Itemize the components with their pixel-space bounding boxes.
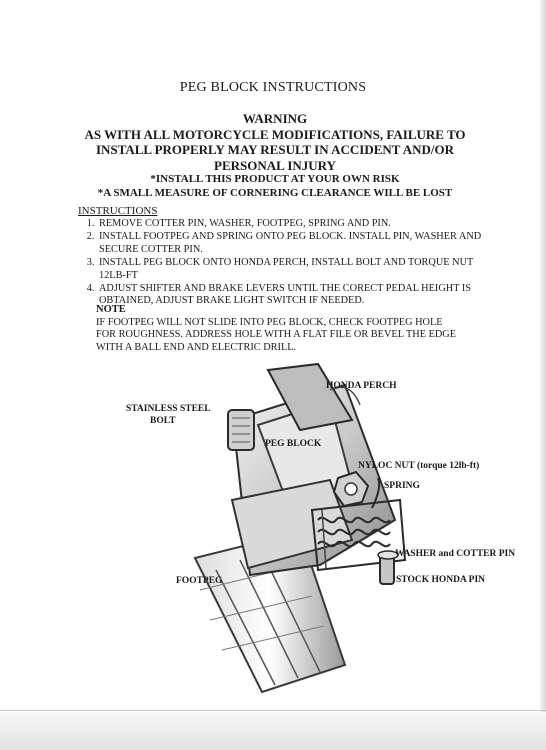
note-text: IF FOOTPEG WILL NOT SLIDE INTO PEG BLOCK, CHECK FOOTPEG HOLE FOR ROUGHNESS. ADDRESS HOLE WITH A FLAT FILE OR BEVEL THE EDGE WITH A BALL END AND ELECTRIC DRILL. (96, 317, 457, 353)
warning-heading: WARNING (242, 111, 308, 126)
note-heading: NOTE (96, 304, 126, 315)
instructions-heading: INSTRUCTIONS (78, 205, 158, 217)
peg-block-photo (0, 360, 546, 710)
peg-block-diagram (0, 360, 546, 710)
label-nyloc-nut: NYLOC NUT (torque 12lb-ft) (358, 461, 480, 471)
label-peg-block: PEG BLOCK (265, 439, 322, 449)
stainless-bolt-part (228, 410, 254, 450)
instruction-step: 4. ADJUST SHIFTER AND BRAKE LEVERS UNTIL THE CORECT PEDAL HEIGHT IS OBTAINED, ADJUST BRAKE LIGHT SWITCH IF NEEDED. (97, 283, 487, 308)
paper-edge-bottom (0, 712, 546, 750)
instruction-step: 2. INSTALL FOOTPEG AND SPRING ONTO PEG BLOCK. INSTALL PIN, WASHER AND SECURE COTTER PIN. (97, 231, 487, 256)
instruction-step: 3. INSTALL PEG BLOCK ONTO HONDA PERCH, INSTALL BOLT AND TORQUE NUT 12LB-FT (97, 257, 487, 282)
label-footpeg: FOOTPEG (176, 576, 223, 586)
document-title: PEG BLOCK INSTRUCTIONS (179, 80, 367, 95)
warning-line-1: AS WITH ALL MOTORCYCLE MODIFICATIONS, FAILURE TO (84, 126, 466, 142)
warning-block (60, 111, 490, 200)
warning-line-2: INSTALL PROPERLY MAY RESULT IN ACCIDENT AND/OR (95, 142, 455, 157)
paper-edge-line (0, 710, 546, 711)
instruction-step: 1. REMOVE COTTER PIN, WASHER, FOOTPEG, SPRING AND PIN. (97, 218, 487, 230)
label-spring: SPRING (384, 481, 420, 491)
label-stainless-steel: STAINLESS STEEL (126, 404, 211, 414)
label-honda-perch: HONDA PERCH (326, 381, 397, 391)
instruction-steps (78, 218, 487, 309)
label-stock-honda-pin: STOCK HONDA PIN (396, 575, 486, 585)
warning-note-clearance: *A SMALL MEASURE OF CORNERING CLEARANCE WILL BE LOST (97, 186, 453, 199)
label-bolt: BOLT (150, 416, 176, 426)
label-washer-cotter-pin: WASHER and COTTER PIN (395, 549, 516, 559)
warning-note-risk: *INSTALL THIS PRODUCT AT YOUR OWN RISK (150, 173, 400, 185)
warning-line-3: PERSONAL INJURY (214, 157, 336, 173)
